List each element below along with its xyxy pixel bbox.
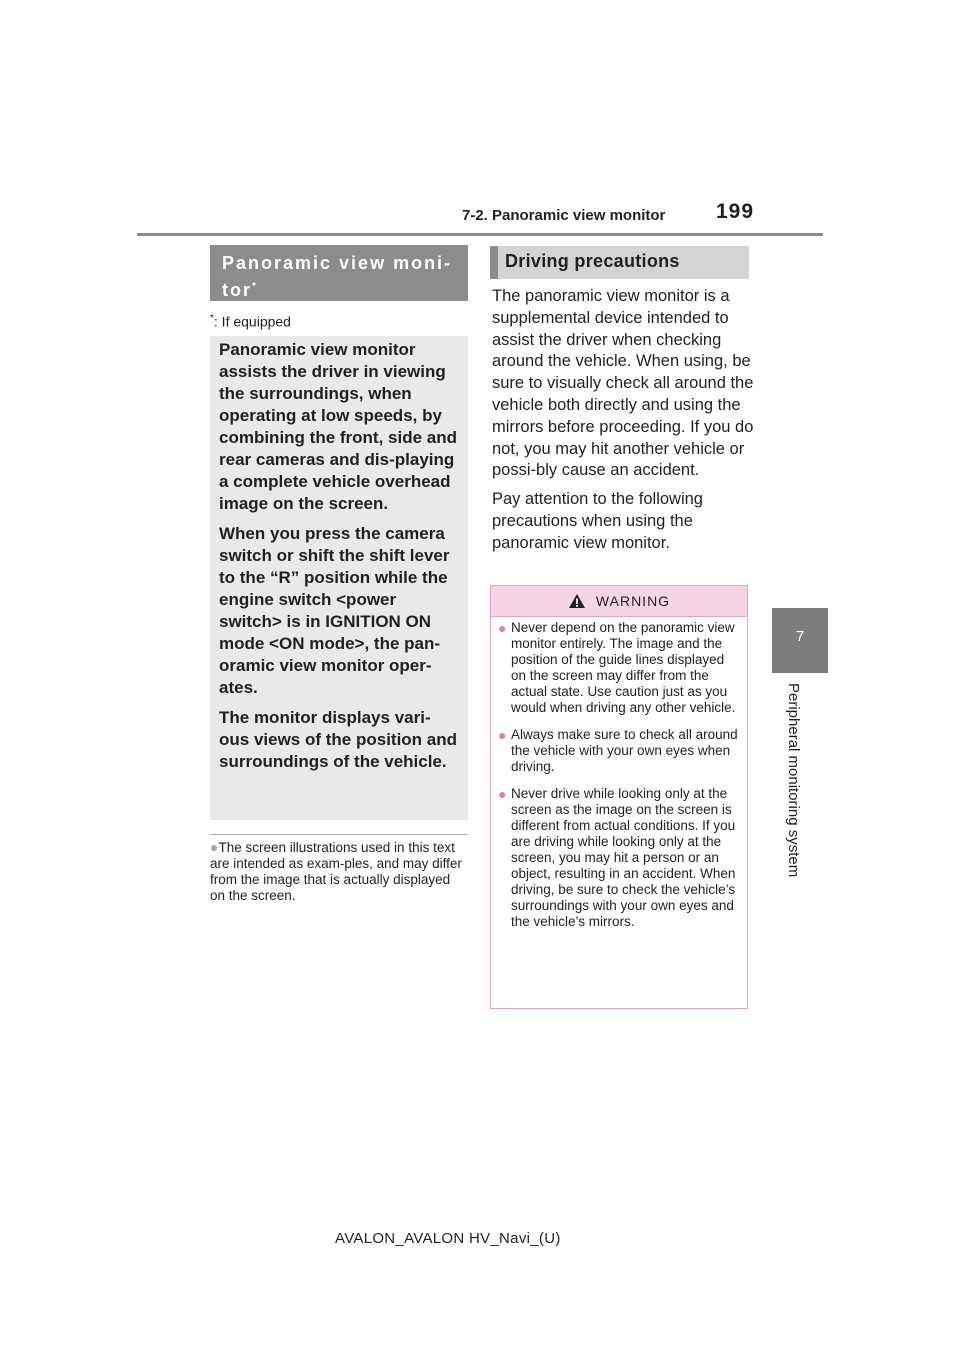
body-paragraph: The panoramic view monitor is a supplemental device intended to assist the driver when checking around the vehicle. When using, be sure to visually check all around the vehicle both directly and using the mirrors before proceeding. If you do not, you may hit another vehicle or possi-bly cause an accident. xyxy=(492,287,754,480)
section-heading-line1: Panoramic view moni- xyxy=(222,253,453,273)
section-title: 7-2. Panoramic view monitor xyxy=(462,207,666,224)
summary-paragraph: Panoramic view monitor assists the driver in viewing the surroundings, when operating at low speeds, by combining the front, side and rear cameras and dis-playing a complete vehicle overhead image on the screen. xyxy=(219,340,457,513)
warning-item xyxy=(498,620,739,716)
equipped-mark: * xyxy=(252,281,258,292)
warning-header xyxy=(491,586,747,617)
note-text: The screen illustrations used in this text are intended as exam-ples, and may differ from the image that is actually displayed on the screen. xyxy=(210,840,462,903)
header-rule xyxy=(137,233,823,236)
bullet-icon: ● xyxy=(498,727,507,743)
section-heading-driving-precautions: Driving precautions xyxy=(490,246,749,279)
bullet-icon: ● xyxy=(498,620,507,636)
warning-text: Always make sure to check all around the vehicle with your own eyes when driving. xyxy=(511,727,738,774)
footnote-text: : If equipped xyxy=(213,313,291,330)
footer-model: AVALON_AVALON HV_Navi_(U) xyxy=(335,1230,561,1247)
warning-box xyxy=(490,585,748,1009)
bullet-icon: ● xyxy=(498,786,507,802)
summary-paragraph: The monitor displays vari-ous views of the position and surroundings of the vehicle. xyxy=(219,708,458,771)
warning-item xyxy=(498,727,739,775)
bullet-icon: ● xyxy=(210,839,219,855)
note-item xyxy=(210,839,468,904)
warning-item xyxy=(498,786,739,930)
chapter-tab xyxy=(772,608,828,673)
summary-box xyxy=(210,336,468,820)
page-number: 199 xyxy=(716,200,755,223)
summary-paragraph: When you press the camera switch or shift the shift lever to the “R” position while the engine switch <power switch> is in IGNITION ON mode <ON mode>, the pan-oramic view monitor oper-ates. xyxy=(219,524,450,697)
warning-text: Never drive while looking only at the screen as the image on the screen is different from actual conditions. If you are driving while looking only at the screen, you may hit a person or an object, resulting in an accident. When driving, be sure to check the vehicle’s surroundings with your own eyes and the vehicle’s mirrors. xyxy=(511,786,736,929)
note-divider xyxy=(210,834,468,835)
section-heading-line2: tor xyxy=(222,280,252,300)
footnote-mark: * xyxy=(210,313,214,324)
footnote xyxy=(210,313,291,330)
body-paragraph: Pay attention to the following precautions when using the panoramic view monitor. xyxy=(492,490,703,552)
section-heading-panoramic xyxy=(210,245,468,301)
warning-text: Never depend on the panoramic view monitor entirely. The image and the position of the guide lines displayed on the screen may differ from the actual state. Use caution just as you would when driving any other vehicle. xyxy=(511,620,736,715)
warning-label: WARNING xyxy=(595,593,671,609)
warning-triangle-icon xyxy=(568,593,586,609)
body-text xyxy=(492,286,754,562)
chapter-title: Peripheral monitoring system xyxy=(785,683,802,878)
chapter-number: 7 xyxy=(795,628,805,645)
